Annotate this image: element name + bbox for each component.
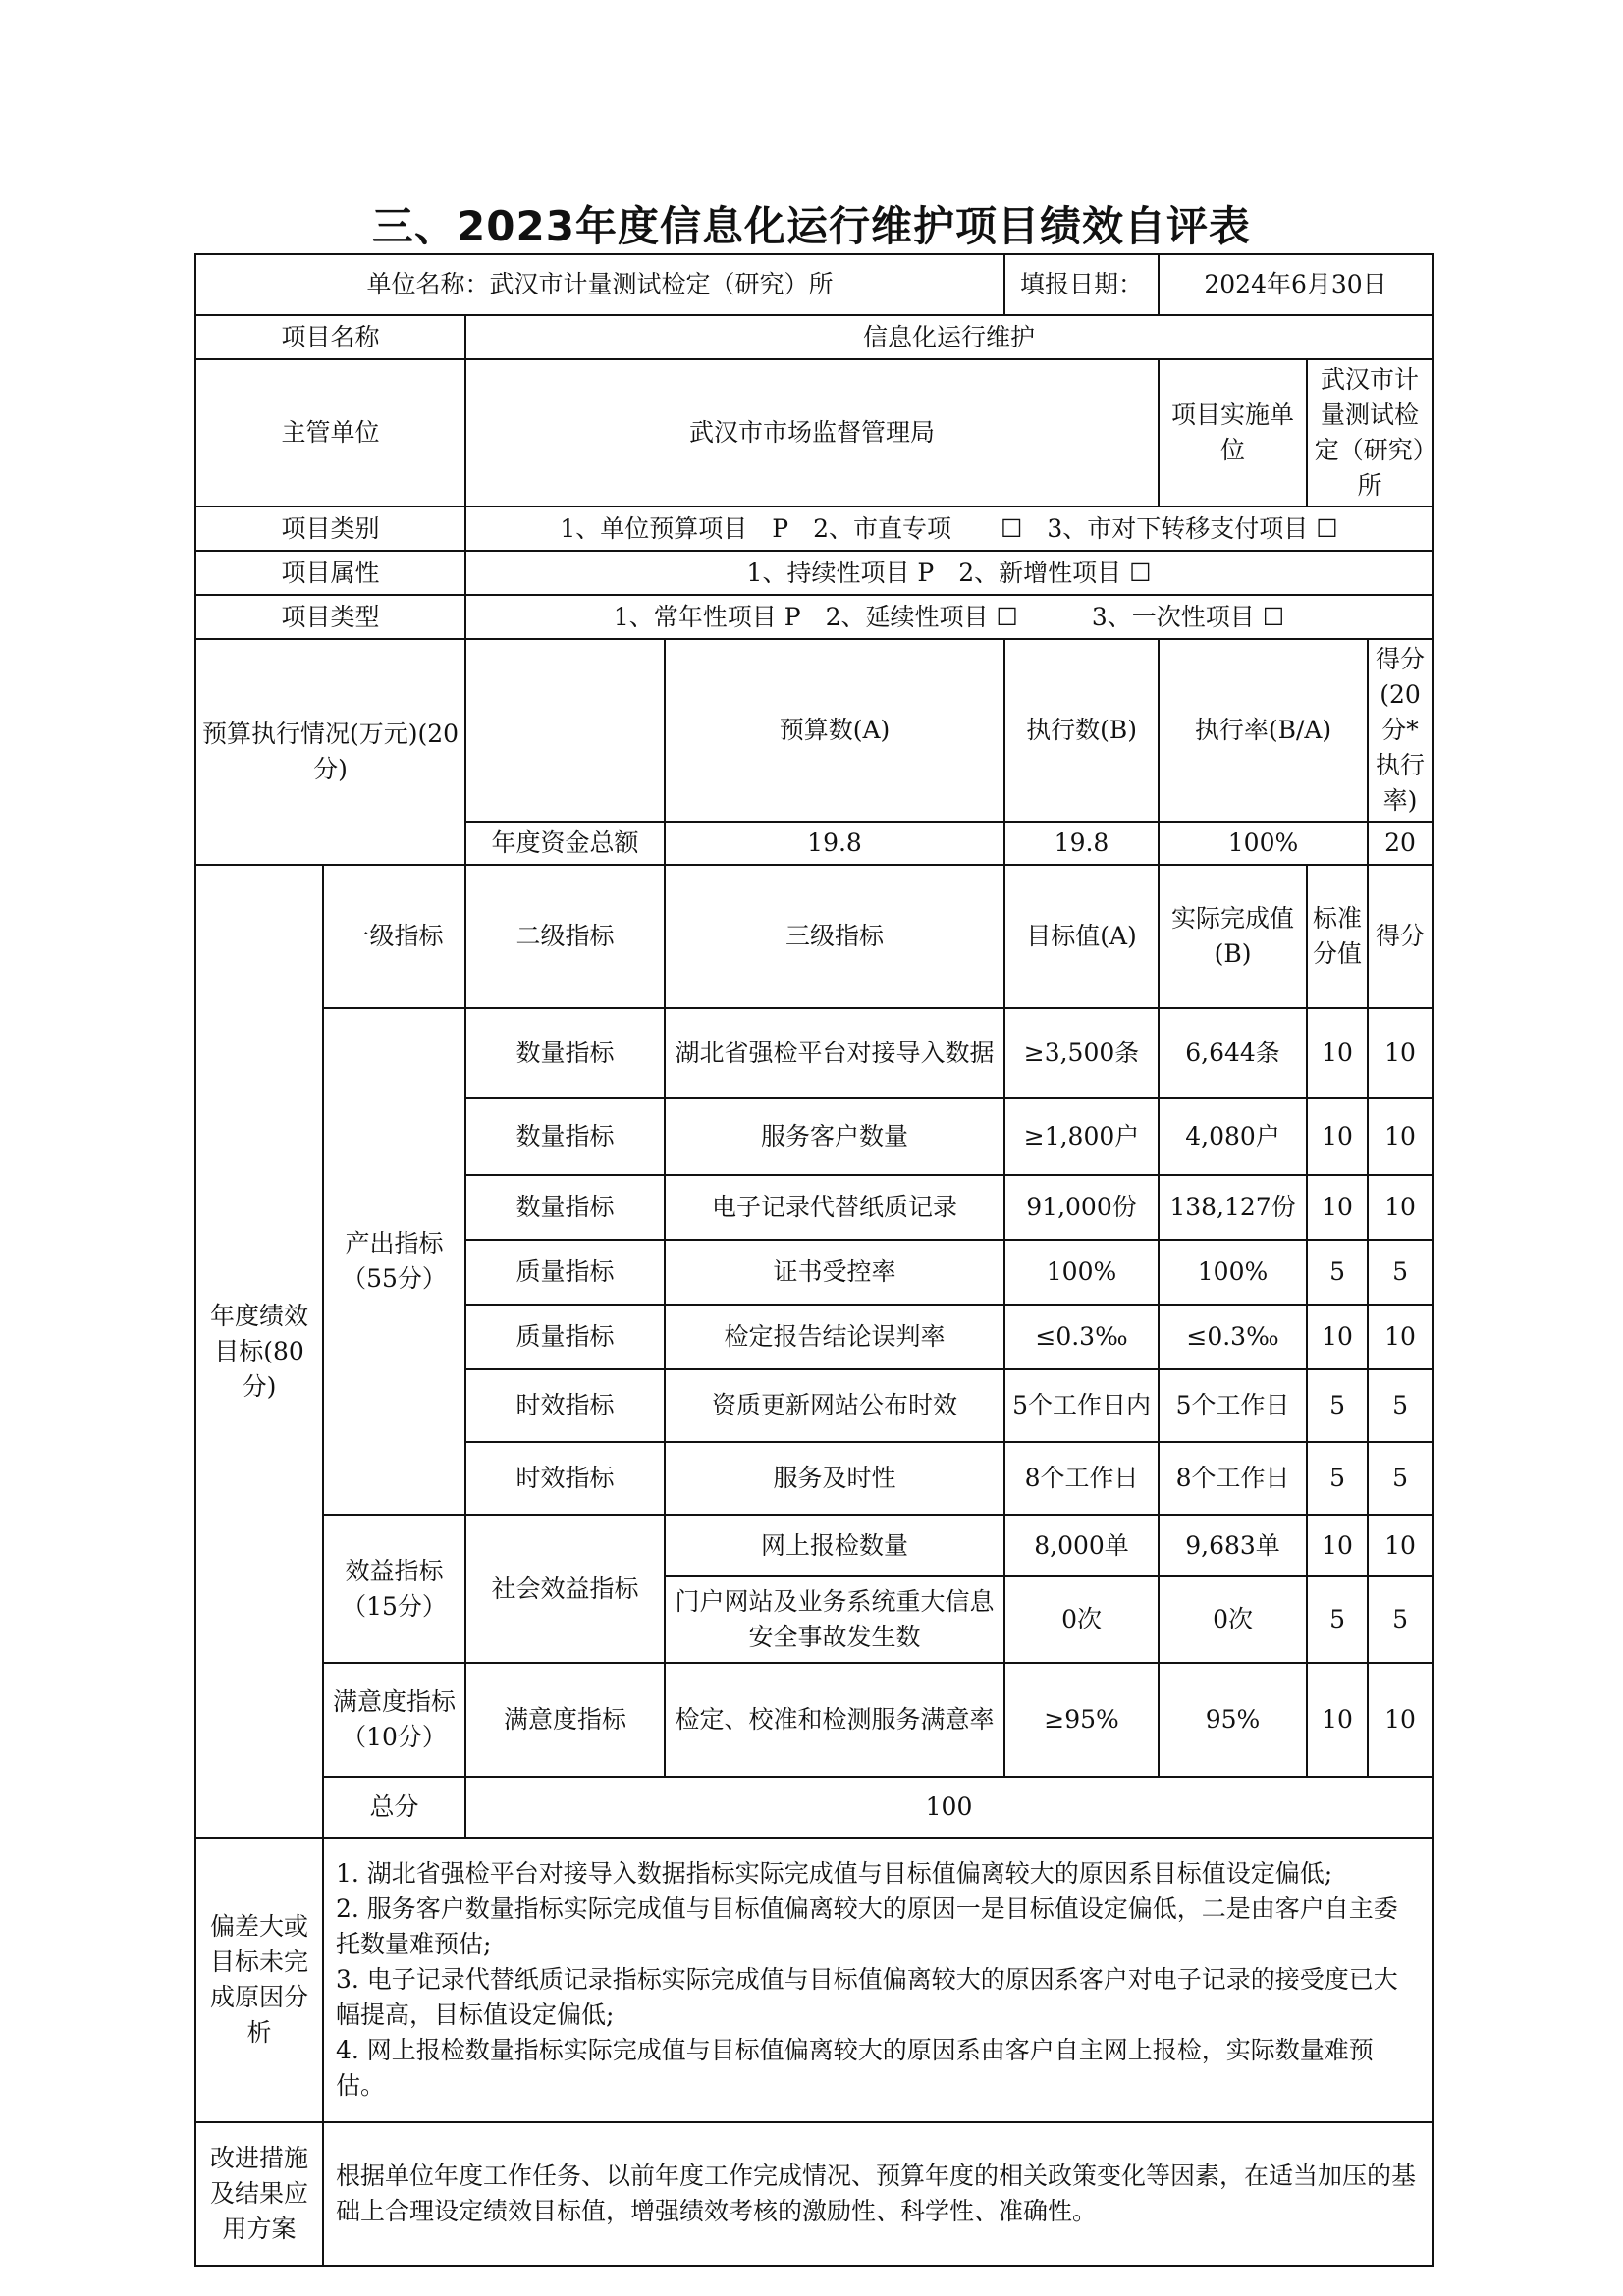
page-title: 三、2023年度信息化运行维护项目绩效自评表	[372, 202, 1251, 250]
group-output: 产出指标（55分）	[323, 1008, 465, 1515]
row-l2: 质量指标	[465, 1240, 665, 1305]
row-l3: 检定、校准和检测服务满意率	[665, 1663, 1004, 1777]
social-benefit-label: 社会效益指标	[465, 1515, 665, 1663]
budget-blank-cell	[465, 639, 665, 822]
group-benefit: 效益指标（15分）	[323, 1515, 465, 1663]
perf-header-l2: 二级指标	[465, 865, 665, 1008]
improvement-text: 根据单位年度工作任务、以前年度工作完成情况、预算年度的相关政策变化等因素，在适当加压的基础上合理设定绩效目标值，增强绩效考核的激励性、科学性、准确性。	[323, 2122, 1433, 2266]
category-row	[195, 507, 1433, 551]
row-target: 8,000单	[1004, 1515, 1159, 1576]
row-l2: 时效指标	[465, 1369, 665, 1442]
budget-header-row	[195, 639, 1433, 822]
row-actual: 0次	[1159, 1576, 1307, 1663]
department-row	[195, 359, 1433, 507]
row-target: 0次	[1004, 1576, 1159, 1663]
row-score: 10	[1368, 1175, 1433, 1240]
row-l3: 检定报告结论误判率	[665, 1305, 1004, 1369]
row-score: 10	[1368, 1305, 1433, 1369]
row-actual: 100%	[1159, 1240, 1307, 1305]
budget-label: 预算执行情况(万元)(20分)	[195, 639, 465, 865]
row-target: 91,000份	[1004, 1175, 1159, 1240]
improvement-label: 改进措施及结果应用方案	[195, 2122, 323, 2266]
group-satisfaction: 满意度指标（10分）	[323, 1663, 465, 1777]
row-l2: 时效指标	[465, 1442, 665, 1515]
row-score: 10	[1368, 1098, 1433, 1175]
type-label: 项目类型	[195, 595, 465, 639]
row-actual: 5个工作日	[1159, 1369, 1307, 1442]
row-std: 5	[1307, 1240, 1368, 1305]
row-score: 5	[1368, 1576, 1433, 1663]
dept-value: 武汉市市场监督管理局	[465, 359, 1159, 507]
row-target: ≥95%	[1004, 1663, 1159, 1777]
attribute-value: 1、持续性项目 P 2、新增性项目 ☐	[465, 551, 1433, 595]
row-std: 10	[1307, 1663, 1368, 1777]
category-label: 项目类别	[195, 507, 465, 551]
deviation-label: 偏差大或目标未完成原因分析	[195, 1838, 323, 2122]
row-target: 100%	[1004, 1240, 1159, 1305]
dept-label: 主管单位	[195, 359, 465, 507]
total-label: 总分	[323, 1777, 465, 1838]
table-row	[195, 1663, 1433, 1777]
impl-unit-label: 项目实施单位	[1159, 359, 1307, 507]
category-value: 1、单位预算项目 P 2、市直专项 ☐ 3、市对下转移支付项目 ☐	[465, 507, 1433, 551]
date-value-cell: 2024年6月30日	[1159, 254, 1433, 315]
row-l2: 质量指标	[465, 1305, 665, 1369]
row-std: 5	[1307, 1442, 1368, 1515]
row-actual: 138,127份	[1159, 1175, 1307, 1240]
row-std: 10	[1307, 1305, 1368, 1369]
row-actual: 9,683单	[1159, 1515, 1307, 1576]
row-actual: ≤0.3‰	[1159, 1305, 1307, 1369]
date-label-cell: 填报日期：	[1004, 254, 1159, 315]
table-row	[195, 1008, 1433, 1098]
deviation-row	[195, 1838, 1433, 2122]
budget-row-label: 年度资金总额	[465, 822, 665, 865]
project-name-value: 信息化运行维护	[465, 315, 1433, 359]
row-l3: 服务客户数量	[665, 1098, 1004, 1175]
row-target: ≤0.3‰	[1004, 1305, 1159, 1369]
budget-col-budget: 预算数(A)	[665, 639, 1004, 822]
row-std: 5	[1307, 1369, 1368, 1442]
attribute-label: 项目属性	[195, 551, 465, 595]
score-value: 20	[1368, 822, 1433, 865]
row-l3: 湖北省强检平台对接导入数据	[665, 1008, 1004, 1098]
row-score: 10	[1368, 1663, 1433, 1777]
exec-value: 19.8	[1004, 822, 1159, 865]
row-l3: 资质更新网站公布时效	[665, 1369, 1004, 1442]
rate-value: 100%	[1159, 822, 1368, 865]
project-name-label: 项目名称	[195, 315, 465, 359]
perf-header-row	[195, 865, 1433, 1008]
perf-header-std: 标准分值	[1307, 865, 1368, 1008]
perf-label: 年度绩效目标(80分)	[195, 865, 323, 1838]
row-actual: 4,080户	[1159, 1098, 1307, 1175]
header-row	[195, 254, 1433, 315]
row-std: 10	[1307, 1098, 1368, 1175]
perf-header-actual: 实际完成值(B)	[1159, 865, 1307, 1008]
type-value: 1、常年性项目 P 2、延续性项目 ☐ 3、一次性项目 ☐	[465, 595, 1433, 639]
row-l2: 满意度指标	[465, 1663, 665, 1777]
budget-col-exec: 执行数(B)	[1004, 639, 1159, 822]
row-l3: 门户网站及业务系统重大信息安全事故发生数	[665, 1576, 1004, 1663]
deviation-item-4: 4. 网上报检数量指标实际完成值与目标值偏离较大的原因系由客户自主网上报检，实际数量难预估。	[336, 2036, 1374, 2100]
row-l3: 服务及时性	[665, 1442, 1004, 1515]
row-target: 8个工作日	[1004, 1442, 1159, 1515]
deviation-item-2: 2. 服务客户数量指标实际完成值与目标值偏离较大的原因一是目标值设定偏低，二是由客户自主委托数量难预估;	[336, 1895, 1398, 1958]
project-name-row	[195, 315, 1433, 359]
total-value: 100	[465, 1777, 1433, 1838]
row-actual: 8个工作日	[1159, 1442, 1307, 1515]
row-std: 10	[1307, 1515, 1368, 1576]
row-target: 5个工作日内	[1004, 1369, 1159, 1442]
budget-value: 19.8	[665, 822, 1004, 865]
row-score: 5	[1368, 1240, 1433, 1305]
row-std: 10	[1307, 1175, 1368, 1240]
row-std: 10	[1307, 1008, 1368, 1098]
attribute-row	[195, 551, 1433, 595]
row-l3: 网上报检数量	[665, 1515, 1004, 1576]
row-score: 10	[1368, 1515, 1433, 1576]
budget-col-score: 得分(20分*执行率)	[1368, 639, 1433, 822]
table-row	[195, 1515, 1433, 1576]
self-evaluation-table	[194, 253, 1434, 2267]
row-actual: 6,644条	[1159, 1008, 1307, 1098]
deviation-item-3: 3. 电子记录代替纸质记录指标实际完成值与目标值偏离较大的原因系客户对电子记录的接受度已大幅提高，目标值设定偏低;	[336, 1965, 1398, 2029]
row-score: 5	[1368, 1442, 1433, 1515]
row-l2: 数量指标	[465, 1175, 665, 1240]
row-l3: 电子记录代替纸质记录	[665, 1175, 1004, 1240]
total-row	[195, 1777, 1433, 1838]
perf-header-score: 得分	[1368, 865, 1433, 1008]
improvement-row	[195, 2122, 1433, 2266]
row-l3: 证书受控率	[665, 1240, 1004, 1305]
perf-header-target: 目标值(A)	[1004, 865, 1159, 1008]
perf-header-l1: 一级指标	[323, 865, 465, 1008]
row-target: ≥1,800户	[1004, 1098, 1159, 1175]
row-score: 10	[1368, 1008, 1433, 1098]
type-row	[195, 595, 1433, 639]
budget-col-rate: 执行率(B/A)	[1159, 639, 1368, 822]
deviation-text	[323, 1838, 1433, 2122]
unit-name-cell: 单位名称：武汉市计量测试检定（研究）所	[195, 254, 1004, 315]
row-actual: 95%	[1159, 1663, 1307, 1777]
row-score: 5	[1368, 1369, 1433, 1442]
impl-unit-value: 武汉市计量测试检定（研究）所	[1307, 359, 1433, 507]
row-l2: 数量指标	[465, 1008, 665, 1098]
row-std: 5	[1307, 1576, 1368, 1663]
row-l2: 数量指标	[465, 1098, 665, 1175]
perf-header-l3: 三级指标	[665, 865, 1004, 1008]
deviation-item-1: 1. 湖北省强检平台对接导入数据指标实际完成值与目标值偏离较大的原因系目标值设定偏低;	[336, 1859, 1333, 1888]
row-target: ≥3,500条	[1004, 1008, 1159, 1098]
